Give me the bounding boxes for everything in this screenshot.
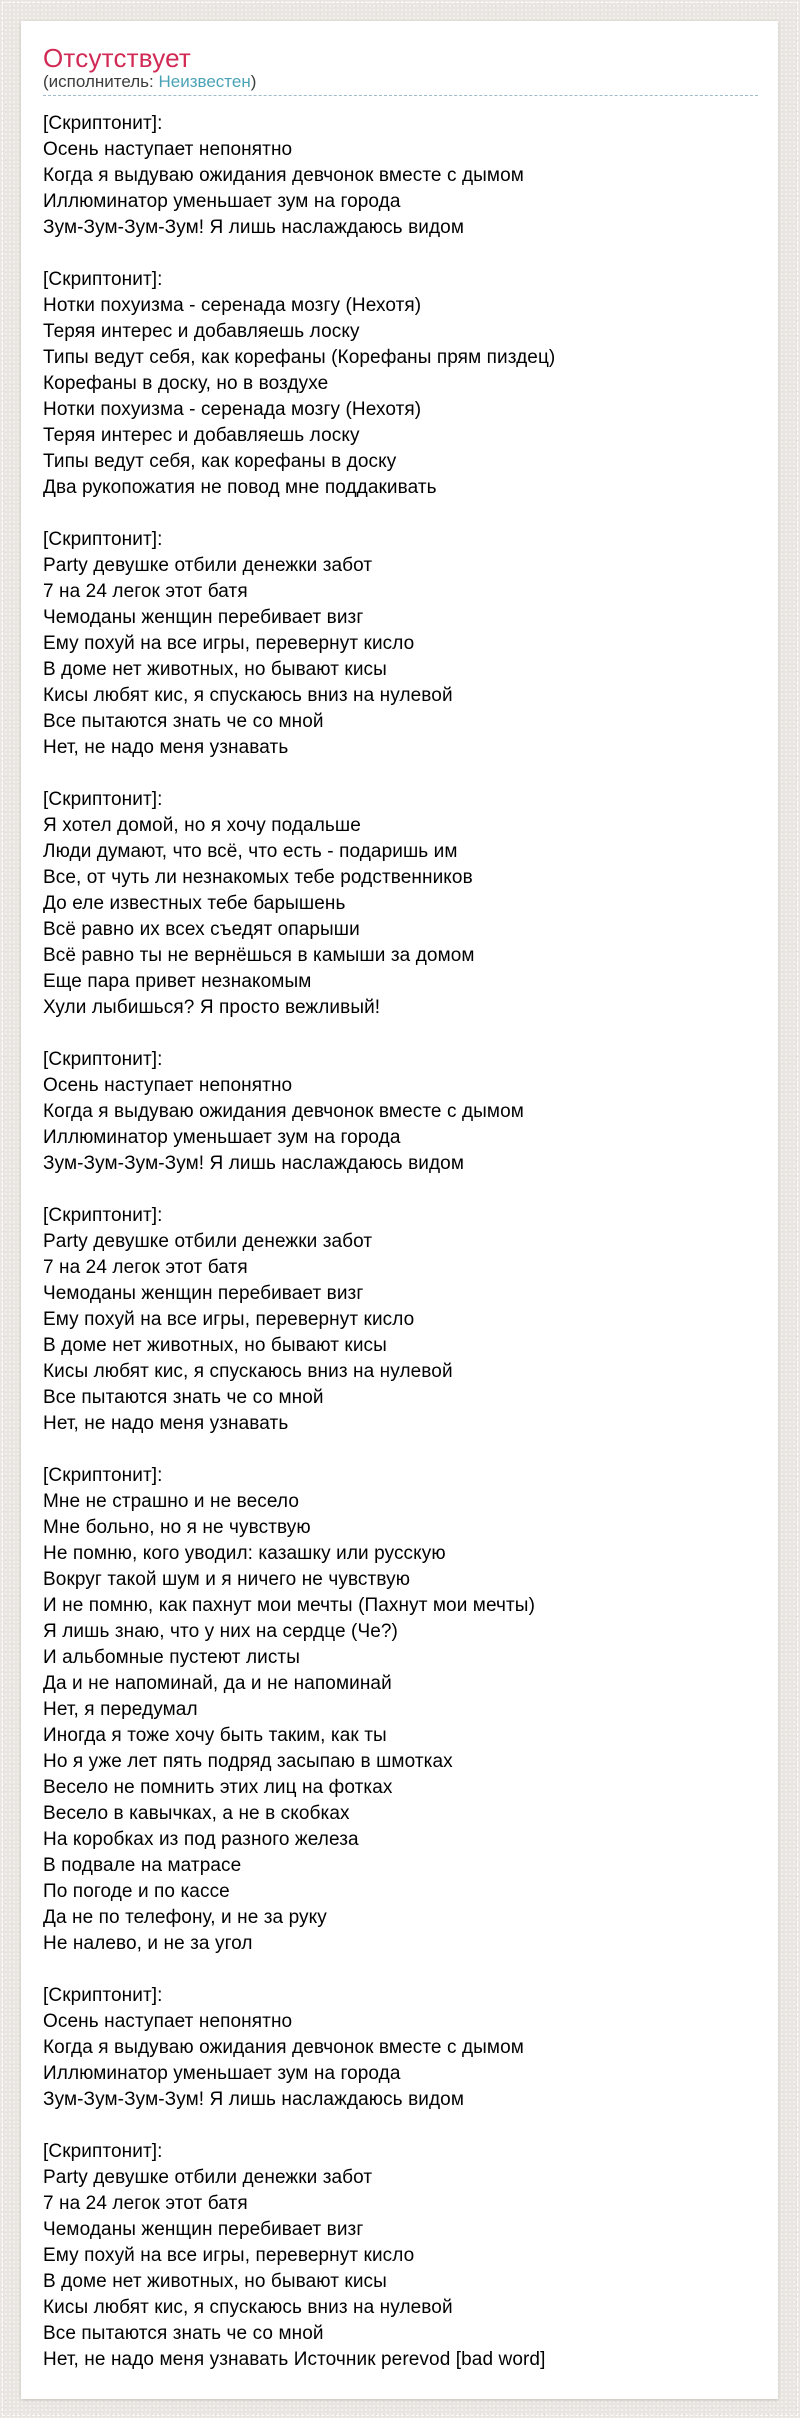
stanza: [Скриптонит]: Нотки похуизма - серенада мозгу (Нехотя) Теряя интерес и добавляешь лоску Типы ведут себя, как корефаны (Корефаны прям пиздец) Корефаны в доску, но в воздухе Нотки похуизма - серенада мозгу (Нехотя) Теряя интерес и добавляешь лоску Типы ведут себя, как корефаны в доску Два рукопожатия не повод мне поддакивать xyxy=(43,269,556,498)
stanza: [Скриптонит]: Party девушке отбили денежки забот 7 на 24 легок этот батя Чемоданы женщин перебивает визг Ему похуй на все игры, перевернут кисло В доме нет животных, но бывают кисы Кисы любят кис, я спускаюсь вниз на нулевой Все пытаются знать че со мной Нет, не надо меня узнавать Источник perevod [bad word] xyxy=(43,2141,546,2370)
stanza: [Скриптонит]: Осень наступает непонятно Когда я выдуваю ожидания девчонок вместе с дымом Иллюминатор уменьшает зум на города Зум-Зум-Зум-Зум! Я лишь наслаждаюсь видом xyxy=(43,113,524,238)
page-title: Отсутствует xyxy=(43,43,192,73)
stanza: [Скриптонит]: Мне не страшно и не весело Мне больно, но я не чувствую Не помню, кого уводил: казашку или русскую Вокруг такой шум и я ничего не чувствую И не помню, как пахнут мои мечты (Пахнут мои мечты) Я лишь знаю, что у них на сердце (Че?) И альбомные пустеют листы Да и не напоминай, да и не напоминай Нет, я передумал Иногда я тоже хочу быть таким, как ты Но я уже лет пять подряд засыпаю в шмотках Весело не помнить этих лиц на фотках Весело в кавычках, а не в скобках На коробках из под разного железа В подвале на матрасе По погоде и по кассе Да не по телефону, и не за руку Не налево, и не за угол xyxy=(43,1465,535,1954)
artist-link[interactable]: Неизвестен xyxy=(158,72,251,91)
stanza: [Скриптонит]: Осень наступает непонятно Когда я выдуваю ожидания девчонок вместе с дымом Иллюминатор уменьшает зум на города Зум-Зум-Зум-Зум! Я лишь наслаждаюсь видом xyxy=(43,1049,524,1174)
stanza: [Скриптонит]: Я хотел домой, но я хочу подальше Люди думают, что всё, что есть - подаришь им Все, от чуть ли незнакомых тебе родственников До еле известных тебе барышень Всё равно их всех съедят опарыши Всё равно ты не вернёшься в камыши за домом Еще пара привет незнакомым Хули лыбишься? Я просто вежливый! xyxy=(43,789,475,1018)
artist-line xyxy=(43,72,758,92)
stanza: [Скриптонит]: Party девушке отбили денежки забот 7 на 24 легок этот батя Чемоданы женщин перебивает визг Ему похуй на все игры, перевернут кисло В доме нет животных, но бывают кисы Кисы любят кис, я спускаюсь вниз на нулевой Все пытаются знать че со мной Нет, не надо меня узнавать xyxy=(43,1205,453,1434)
artist-suffix: ) xyxy=(250,72,257,91)
artist-prefix: (исполнитель: xyxy=(43,72,154,91)
stanza: [Скриптонит]: Осень наступает непонятно Когда я выдуваю ожидания девчонок вместе с дымом Иллюминатор уменьшает зум на города Зум-Зум-Зум-Зум! Я лишь наслаждаюсь видом xyxy=(43,1985,524,2110)
dashed-divider xyxy=(43,95,758,96)
lyrics xyxy=(43,111,758,2373)
stanza: [Скриптонит]: Party девушке отбили денежки забот 7 на 24 легок этот батя Чемоданы женщин перебивает визг Ему похуй на все игры, перевернут кисло В доме нет животных, но бывают кисы Кисы любят кис, я спускаюсь вниз на нулевой Все пытаются знать че со мной Нет, не надо меня узнавать xyxy=(43,529,453,758)
lyrics-card xyxy=(21,21,778,2399)
